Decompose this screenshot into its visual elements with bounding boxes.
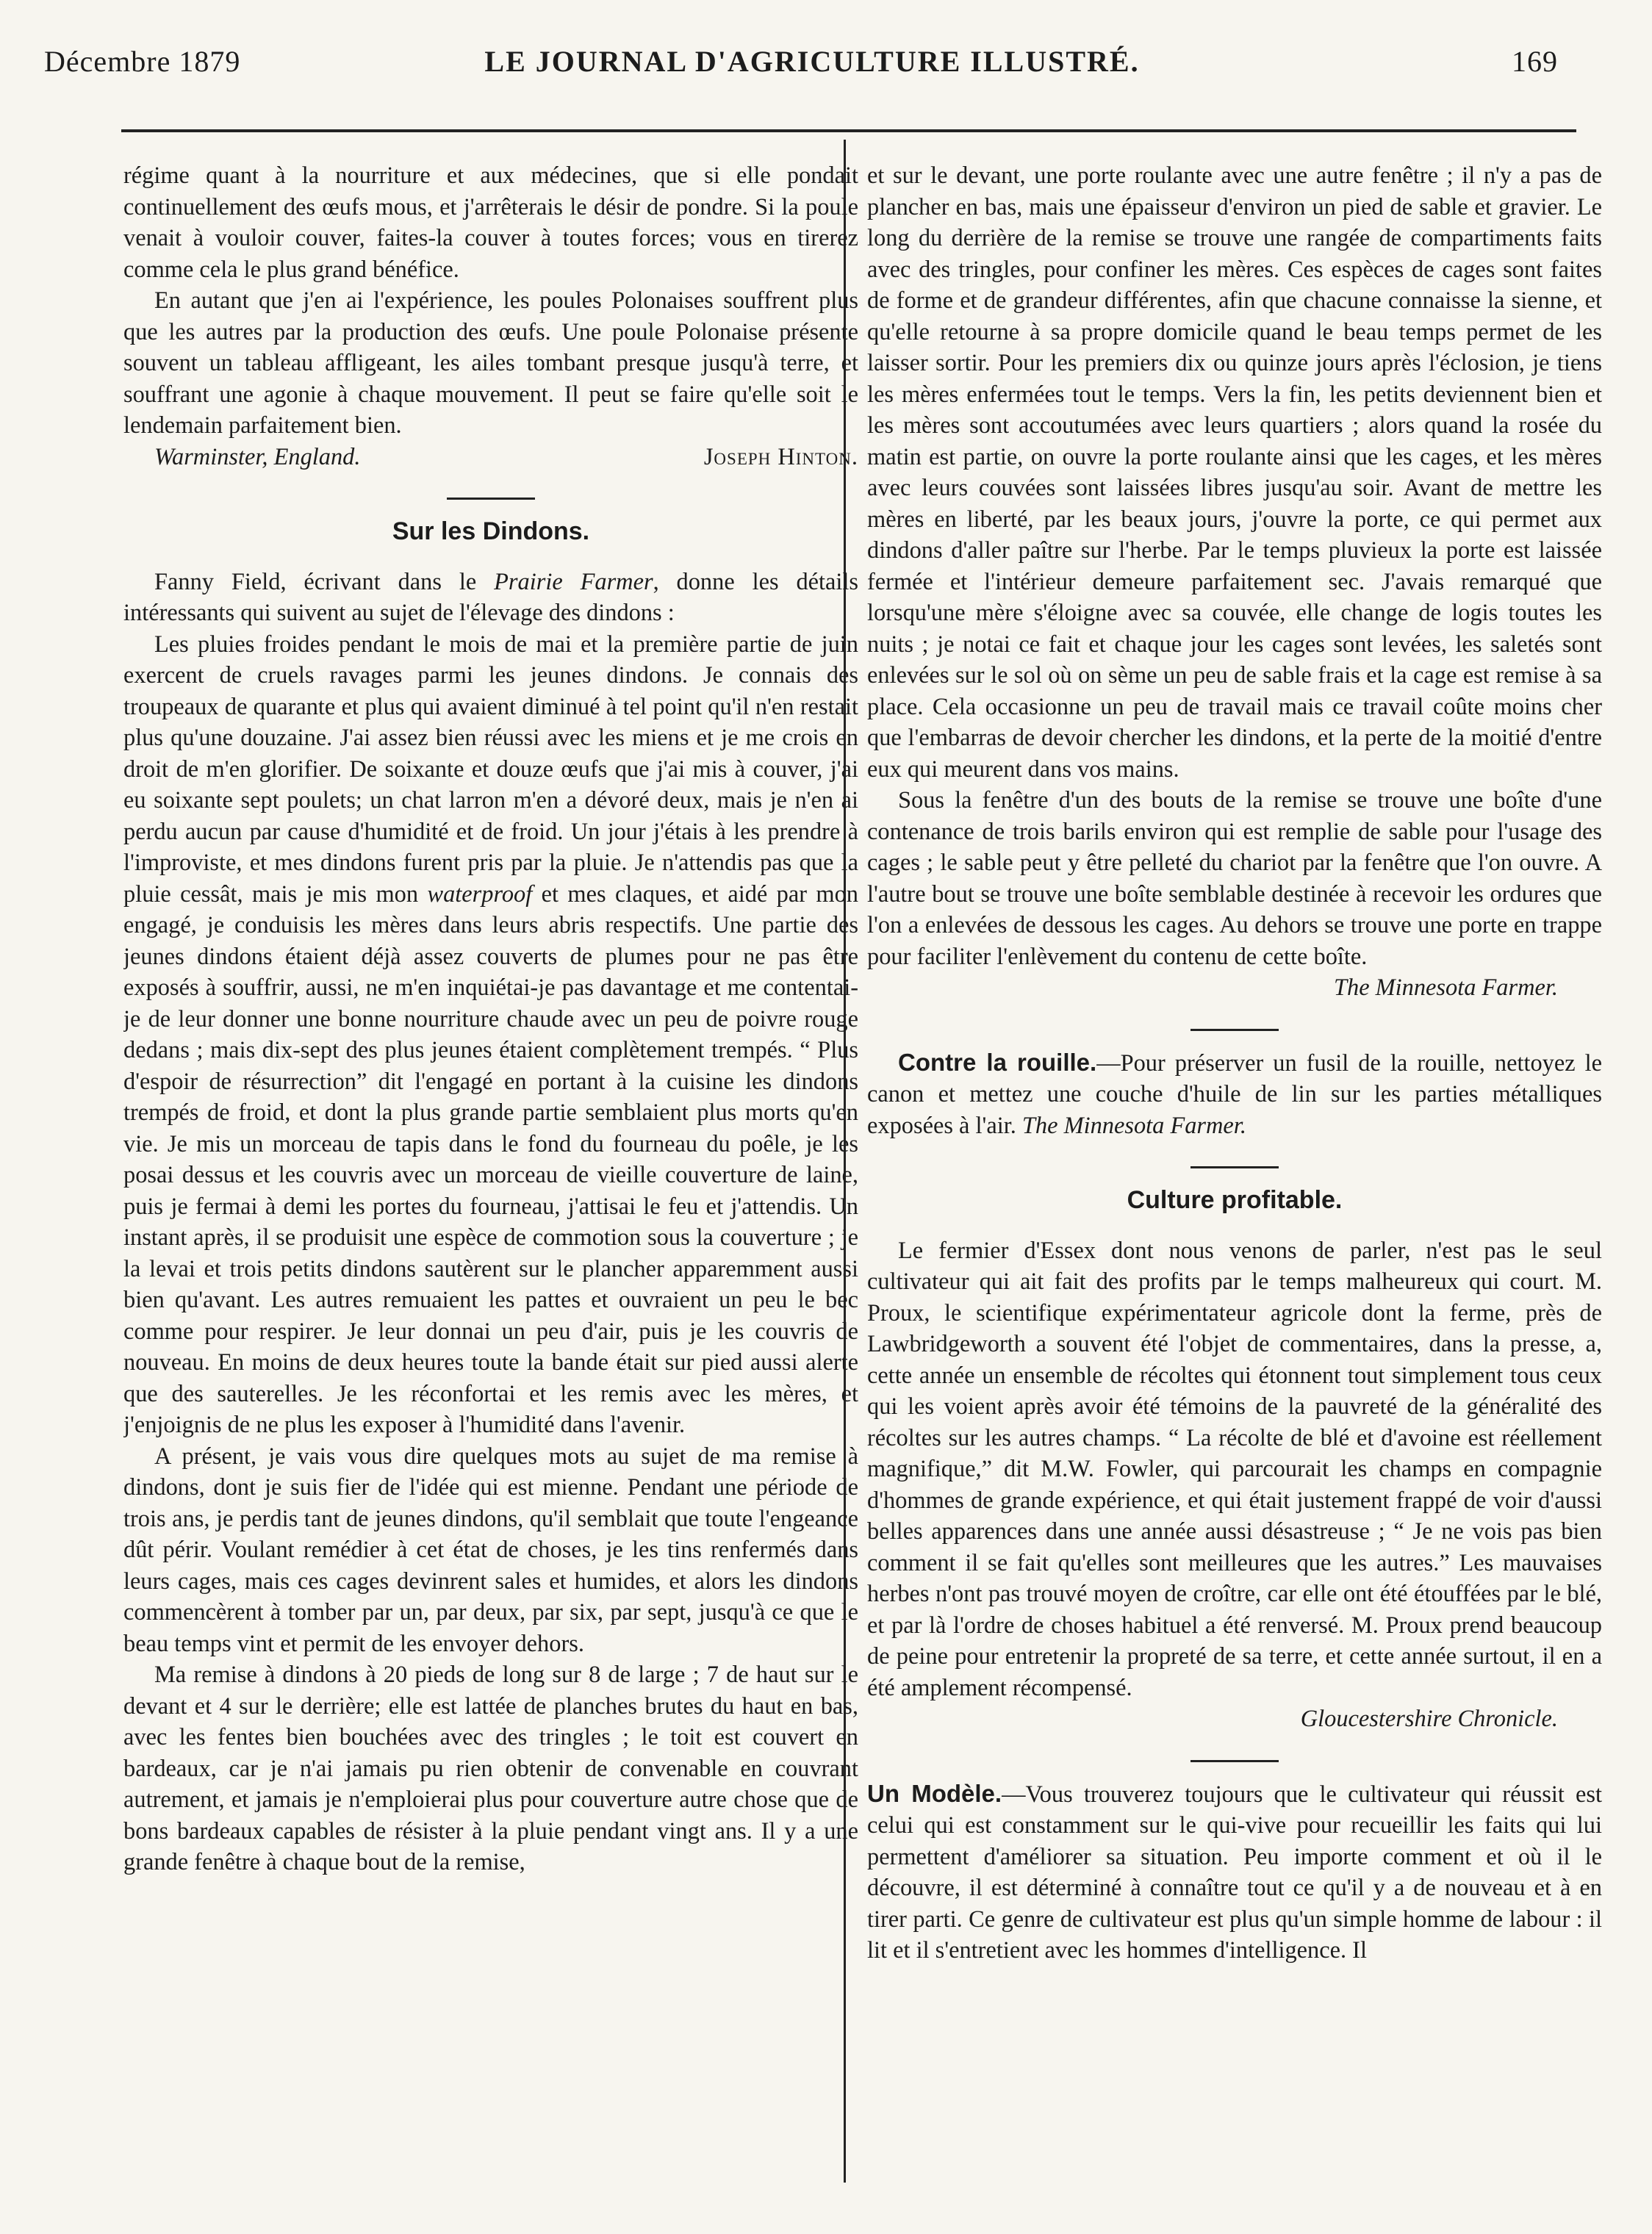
paragraph-modele	[867, 1778, 1602, 1967]
text-run: , donne les détails intéressants qui suivent au sujet de l'élevage des dindons :	[123, 568, 858, 626]
header-rule	[121, 129, 1576, 132]
paragraph-continued-right: et sur le devant, une porte roulante avec une autre fenêtre ; il n'y a pas de plancher en bas, mais une épaisseur d'environ un pied de sable et gravier. Le long du derrière de la remise se trouve une rangée de compartiments faits avec des tringles, pour confiner les mères. Ces espèces de cages sont faites de forme et de grandeur différentes, afin que chacune connaisse la sienne, et qu'elle retourne à sa propre domicile quand le beau temps permet de les laisser sortir. Pour les premiers dix ou quinze jours après l'éclosion, je tiens les mères enfermées tout le temps. Vers la fin, les petits deviennent bien et les mères sont accoutumées avec leurs quartiers ; alors quand la rosée du matin est partie, on ouvre la porte roulante ainsi que les cages, et les mères avec leurs couvées sont laissées libres jusqu'au soir. Avant de mettre les mères en liberté, par les beaux jours, j'ouvre la porte, ce qui permet aux dindons d'aller paître sur l'herbe. Par le temps pluvieux la porte est laissée fermée et l'intérieur demeure parfaitement sec. J'avais remarqué que lorsqu'une mère s'éloigne avec sa couvée, elle change de logis toutes les nuits ; je notai ce fait et chaque jour les cages sont levées, les saletés sont enlevées sur le sol où on sème un peu de sable frais et la cage est remise à sa place. Cela occasionne un peu de travail mais ce travail coûte moins cher que l'embarras de devoir chercher les dindons, et la perte de la moitié d'entre eux qui meurent dans vos mains.	[867, 162, 1602, 783]
paragraph-rouille	[867, 1047, 1602, 1142]
journal-name: Prairie Farmer	[494, 568, 653, 595]
paragraph-remise: A présent, je vais vous dire quelques mots au sujet de ma remise à dindons, dont je suis fier de l'idée qui est mienne. Pendant une période de trois ans, je perdis tant de jeunes dindons, qu'il semblait que toute l'engeance dût périr. Voulant remédier à cet état de choses, je les tins renfermés dans leurs cages, mais ces cages devinrent sales et humides, et alors les dindons commencèrent à tomber par un, par deux, par six, par sept, jusqu'à ce que le beau temps vint et permit de les envoyer dehors.	[123, 1443, 858, 1657]
run-in-title-modele: Un Modèle.	[867, 1779, 1002, 1807]
source-minnesota-2: The Minnesota Farmer.	[1021, 1112, 1246, 1139]
paragraph-intro	[123, 567, 858, 629]
section-rule	[1190, 1029, 1279, 1031]
article-title-dindons: Sur les Dindons.	[392, 517, 590, 545]
source-minnesota-1: The Minnesota Farmer.	[1334, 974, 1558, 1001]
italic-word: waterproof	[427, 880, 533, 908]
signature-place: Warminster, England.	[154, 443, 361, 470]
running-head	[44, 44, 1580, 96]
paragraph-dimensions: Ma remise à dindons à 20 pieds de long sur 8 de large ; 7 de haut sur le devant et 4 sur le derrière; elle est lattée de planches brutes du haut en bas, avec les fentes bien bouchées avec des tringles ; le toit est couvert en bardeaux, car je n'ai jamais pu rien obtenir de convenable en couvrant autrement, et jamais je n'emploierai plus pour couverture autre chose que de bons bardeaux capables de résister à la pluie pendant vingt ans. Il y a une grande fenêtre à chaque bout de la remise,	[123, 1662, 858, 1875]
header-journal-title: LE JOURNAL D'AGRICULTURE ILLUSTRÉ.	[484, 45, 1140, 78]
header-page-number: 169	[1512, 45, 1558, 78]
paragraph-culture: Le fermier d'Essex dont nous venons de parler, n'est pas le seul cultivateur qui ait fait des profits par le temps malheureux qui court. M. Proux, le scientifique expérimentateur agricole dont la ferme, près de Lawbridgeworth a souvent été l'objet de commentaires, dans la presse, a, cette année un ensemble de récoltes qui étonnent tout simplement tous ceux qui les voient après avoir été témoins de la pauvreté de la généralité des récoltes sur les autres champs. “ La récolte de blé et d'avoine est réellement magnifique,” dit M.W. Fowler, qui parcourait les champs en compagnie d'hommes de grande expérience, et qui était justement frappé de voir d'aussi belles apparences dans une année aussi désastreuse ; “ Je ne vois pas bien comment il se fait qu'elles sont meilleures que les autres.” Les mauvaises herbes n'ont pas trouvé moyen de croître, car elle ont été étouffées par le blé, et par là l'ordre de choses habituel a été renversé. M. Proux prend beaucoup de peine pour entretenir la propreté de sa terre, et cette année surtout, il en a été amplement récompensé.	[867, 1237, 1602, 1701]
section-rule	[1190, 1166, 1279, 1168]
paragraph-fenetre: Sous la fenêtre d'un des bouts de la remise se trouve une boîte d'une contenance de trois barils environ qui est remplie de sable pour l'usage des cages ; le sable peut y être pelleté du chariot par la fenêtre que l'on ouvre. A l'autre bout se trouve une boîte semblable destinée à recevoir les ordures que l'on a enlevées de dessous les cages. Au dehors se trouve une porte en trappe pour faciliter l'enlèvement du contenu de cette boîte.	[867, 787, 1602, 970]
text-run: Fanny Field, écrivant dans le	[154, 568, 495, 595]
right-column	[867, 160, 1602, 2218]
text-run: Les pluies froides pendant le mois de mai et la première partie de juin exercent de cruels ravages parmi les jeunes dindons. Je connais des troupeaux de quarante et plus qui avaient diminué à tel point qu'il n'en restait plus qu'une douzaine. J'ai assez bien réussi avec les miens et je me crois en droit de m'en glorifier. De soixante et douze œufs que j'ai mis à couver, j'ai eu soixante sept poulets; un chat larron m'en a dévoré deux, mais je n'en ai perdu aucun par cause d'humidité et de froid. Un jour j'étais à les prendre à l'improviste, et mes dindons furent pris par la pluie. Je n'attendis pas que la pluie cessât, mais je mis mon	[123, 631, 858, 908]
section-rule	[447, 498, 535, 500]
source-gloucestershire: Gloucestershire Chronicle.	[1300, 1706, 1558, 1732]
paragraph-polonaises: En autant que j'en ai l'expérience, les poules Polonaises souffrent plus que les autres par la production des œufs. Une poule Polonaise présente souvent un tableau affligeant, les ailes tombant presque jusqu'à terre, et souffrant une agonie à chaque mouvement. Il peut se faire qu'elle soit le lendemain parfaitement bien.	[123, 287, 858, 439]
signature-name: Joseph Hinton.	[703, 443, 858, 470]
article-title-culture: Culture profitable.	[1127, 1186, 1343, 1214]
text-run: et mes claques, et aidé par mon engagé, je conduisis les mères dans leurs abris respectifs. Une partie des jeunes dindons étaient déjà assez couverts de plumes pour ne pas être exposés à souffrir, aussi, ne m'en inquiétai-je pas davantage et me contentai-je de leur donner une bonne nourriture chaude avec un peu de poivre rouge dedans ; mais dix-sept des plus jeunes étaient complètement trempés. “ Plus d'espoir de résurrection” dit l'engagé en portant à la cuisine les dindons trempés de froid, et dont la plus grande partie semblaient plus morts qu'en vie. Je mis un morceau de tapis dans le fond du fourneau du poêle, je les posai dessus et les couvris avec un morceau de vieille couverture de laine, puis je fermai à demi les portes du fourneau, j'attisai le feu et j'attendis. Un instant après, il se produisit une espèce de commotion sous la couverture ; je la levai et trois petits dindons sautèrent sur le plancher apparemment aussi bien qu'avant. Les autres remuaient les pattes et ouvraient un peu le bec comme pour respirer. Je leur donnai un peu d'air, puis je les couvris de nouveau. En moins de deux heures toute la bande était sur pied aussi alerte que des sauterelles. Je les réconfortai et les remis avec les mères, et j'enjoignis de ne plus les exposer à l'humidité dans l'avenir.	[123, 880, 858, 1438]
left-column	[123, 160, 858, 2218]
section-rule	[1190, 1760, 1279, 1762]
run-in-title-rouille: Contre la rouille.	[898, 1048, 1097, 1076]
text-run: —Vous trouverez toujours que le cultivateur qui réussit est celui qui est constamment sur le qui-vive pour recueillir les faits qui lui permettent d'améliorer sa situation. Peu importe comment et où il le découvre, il est déterminé à connaître tout ce qu'il y a de nouveau et à en tirer parti. Ce genre de cultivateur est plus qu'un simple homme de labour : il lit et il s'entretient avec les hommes d'intelligence. Il	[867, 1781, 1602, 1964]
paragraph-pluies	[123, 629, 858, 1441]
paragraph-continued: régime quant à la nourriture et aux médecines, que si elle pondait continuellement des œufs mous, et j'arrêterais le désir de pondre. Si la poule venait à vouloir couver, faites-la couver à toutes forces; vous en tirerez comme cela le plus grand bénéfice.	[123, 162, 858, 283]
signature-line	[154, 442, 858, 473]
header-date: Décembre 1879	[44, 45, 241, 78]
text-run: —Pour préserver un fusil de la rouille, nettoyez le canon et mettez une couche d'huile de lin sur les parties métalliques exposées à l'air.	[867, 1049, 1602, 1139]
